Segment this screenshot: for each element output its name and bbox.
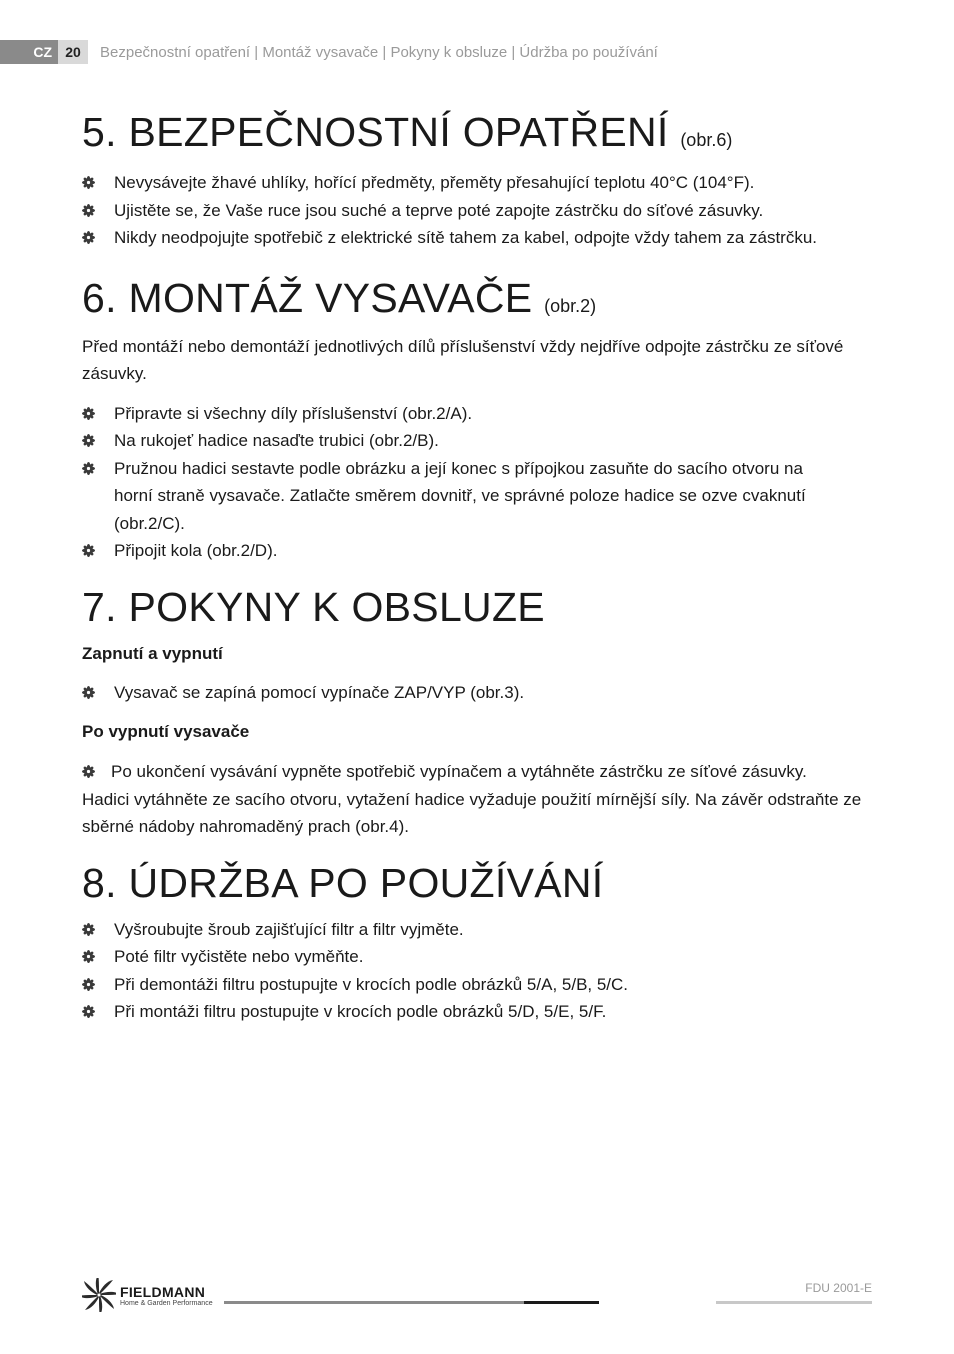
flower-bullet-icon bbox=[82, 176, 95, 189]
section-6-intro: Před montáží nebo demontáží jednotlivých dílů příslušenství vždy nejdříve odpojte zástrčku ze síťové zásuvky. bbox=[82, 336, 844, 384]
flower-bullet-icon bbox=[82, 923, 95, 936]
list-item bbox=[82, 400, 882, 428]
list-item bbox=[82, 537, 882, 565]
brand-tagline: Home & Garden Performance bbox=[120, 1300, 213, 1307]
list-item-text: Pružnou hadici sestavte podle obrázku a její konec s přípojkou zasuňte do sacího otvoru na horní straně vysavače. Zatlačte směrem dovnitř, ve správné poloze hadice se ozve cvaknutí (obr.2/C). bbox=[114, 458, 806, 533]
flower-bullet-icon bbox=[82, 204, 95, 217]
section-8-list bbox=[82, 916, 882, 1026]
section-7-list bbox=[82, 679, 882, 707]
section-8-title: 8. ÚDRŽBA PO POUŽÍVÁNÍ bbox=[82, 859, 604, 906]
flower-bullet-icon bbox=[82, 407, 95, 420]
page-number: 20 bbox=[58, 40, 88, 64]
section-7-subheading-2: Po vypnutí vysavače bbox=[82, 722, 250, 742]
list-item-text: Na rukojeť hadice nasaďte trubici (obr.2/B). bbox=[114, 431, 439, 451]
section-5-list bbox=[82, 169, 882, 252]
footer-rule-gap bbox=[599, 1301, 716, 1304]
list-item bbox=[82, 197, 882, 225]
list-item-text: Poté filtr vyčistěte nebo vyměňte. bbox=[114, 947, 364, 967]
section-6-ref: (obr.2) bbox=[544, 295, 597, 316]
section-5-title bbox=[82, 110, 882, 155]
footer-rule-mid bbox=[524, 1301, 599, 1304]
language-label: CZ bbox=[0, 40, 58, 64]
list-item-text: Nevysávejte žhavé uhlíky, hořící předměty, přeměty přesahující teplotu 40°C (104°F). bbox=[114, 173, 755, 193]
flower-bullet-icon bbox=[82, 231, 95, 244]
list-item bbox=[82, 998, 882, 1026]
flower-bullet-icon bbox=[82, 950, 95, 963]
section-6-list bbox=[82, 400, 882, 565]
model-number: FDU 2001-E bbox=[805, 1281, 872, 1295]
flower-bullet-icon bbox=[82, 765, 95, 778]
list-item-text: Při montáži filtru postupujte v krocích podle obrázků 5/D, 5/E, 5/F. bbox=[114, 1002, 607, 1022]
list-item bbox=[82, 169, 882, 197]
section-7-subheading-1: Zapnutí a vypnutí bbox=[82, 643, 223, 663]
flower-bullet-icon bbox=[82, 434, 95, 447]
list-item-text: Vyšroubujte šroub zajišťující filtr a filtr vyjměte. bbox=[114, 919, 464, 939]
paragraph-first-line: Po ukončení vysávání vypněte spotřebič vypínačem a vytáhněte zástrčku ze síťové zásuvky. bbox=[111, 762, 807, 782]
list-item bbox=[82, 971, 882, 999]
section-7-paragraph bbox=[82, 758, 882, 841]
flower-bullet-icon bbox=[82, 1005, 95, 1018]
section-5-ref: (obr.6) bbox=[680, 130, 733, 150]
list-item bbox=[82, 679, 882, 707]
list-item bbox=[82, 916, 882, 944]
list-item-text: Připravte si všechny díly příslušenství (obr.2/A). bbox=[114, 403, 473, 423]
flower-bullet-icon bbox=[82, 978, 95, 991]
list-item bbox=[82, 943, 882, 971]
header-title: Bezpečnostní opatření | Montáž vysavače | Pokyny k obsluze | Údržba po používání bbox=[100, 43, 658, 61]
section-5-title-text: 5. BEZPEČNOSTNÍ OPATŘENÍ bbox=[82, 109, 669, 155]
section-6-title bbox=[82, 276, 882, 321]
page-footer bbox=[82, 1278, 872, 1318]
list-item-text: Ujistěte se, že Vaše ruce jsou suché a teprve poté zapojte zástrčku do síťové zásuvky. bbox=[114, 200, 764, 220]
section-6-title-text: 6. MONTÁŽ VYSAVAČE bbox=[82, 274, 533, 321]
list-item-text: Nikdy neodpojujte spotřebič z elektrické sítě tahem za kabel, odpojte vždy tahem za zástrčku. bbox=[114, 228, 818, 248]
list-item bbox=[82, 224, 882, 252]
page-content bbox=[82, 110, 882, 1026]
list-item-text: Vysavač se zapíná pomocí vypínače ZAP/VYP (obr.3). bbox=[114, 682, 525, 702]
list-item bbox=[82, 455, 882, 538]
list-item-text: Při demontáži filtru postupujte v krocích podle obrázků 5/A, 5/B, 5/C. bbox=[114, 974, 629, 994]
brand-name: FIELDMANN bbox=[120, 1284, 206, 1300]
list-item-text: Připojit kola (obr.2/D). bbox=[114, 541, 278, 561]
flower-bullet-icon bbox=[82, 686, 95, 699]
page-header bbox=[0, 40, 658, 64]
flower-bullet-icon bbox=[82, 544, 95, 557]
list-item bbox=[82, 427, 882, 455]
section-7-title: 7. POKYNY K OBSLUZE bbox=[82, 583, 545, 630]
flower-bullet-icon bbox=[82, 462, 95, 475]
paragraph-rest: Hadici vytáhněte ze sacího otvoru, vytažení hadice vyžaduje použití mírnější síly. Na závěr odstraňte ze sběrné nádoby nahromaděný prach (obr.4). bbox=[82, 789, 862, 837]
footer-rule-left bbox=[224, 1301, 524, 1304]
fieldmann-logo bbox=[82, 1278, 213, 1312]
footer-rule-right bbox=[716, 1301, 872, 1304]
fieldmann-logo-icon bbox=[82, 1278, 116, 1312]
